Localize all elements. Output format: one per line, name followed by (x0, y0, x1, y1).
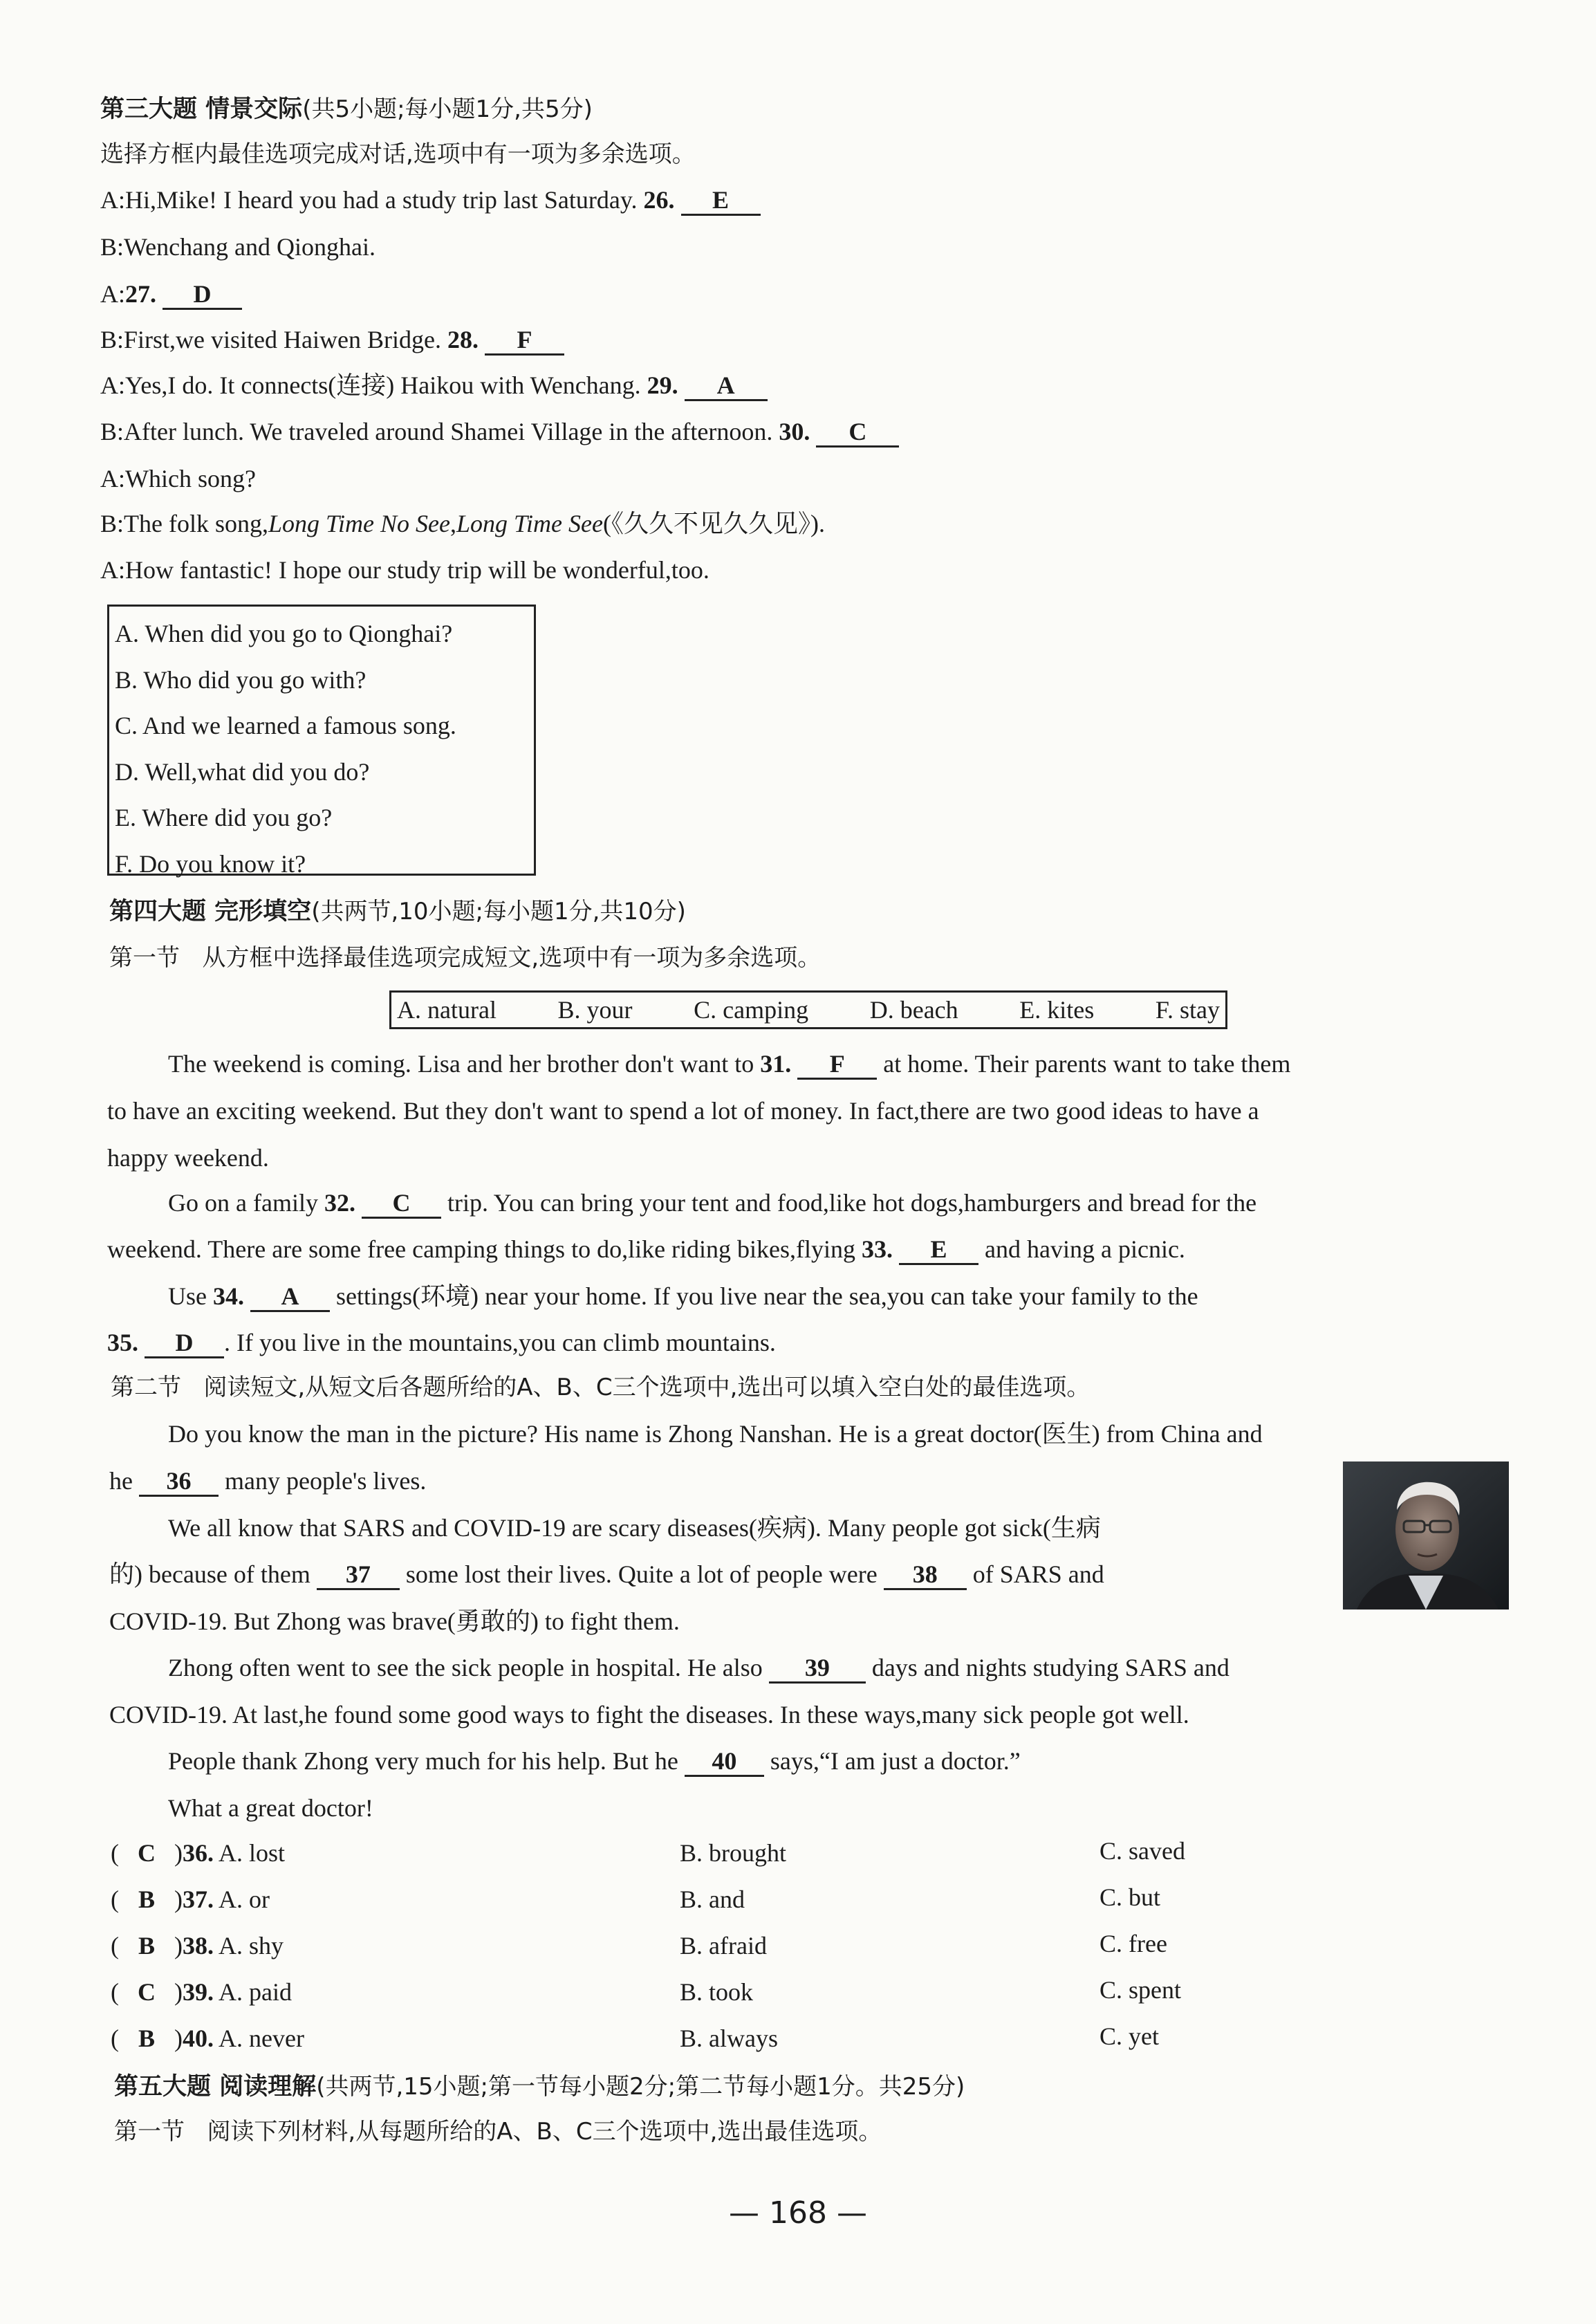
dialogue-line-2: B:Wenchang and Qionghai. (100, 233, 376, 261)
section4-title: 第四大题 完形填空 (109, 898, 312, 925)
word-option-b: B. your (557, 996, 633, 1024)
section4-part1 (109, 941, 821, 976)
passage-text: trip. You can bring your tent and food,like hot dogs,hamburgers and bread for the (447, 1189, 1257, 1217)
dialogue-line-5 (100, 369, 768, 403)
option-f: F. Do you know it? (115, 849, 306, 878)
choice-a: A. or (219, 1885, 270, 1913)
passage2-line-6 (168, 1651, 1230, 1686)
choice-c-37: C. but (1099, 1883, 1161, 1911)
passage-text: at home. Their parents want to take them (883, 1050, 1291, 1078)
answer-blank: C (816, 418, 899, 448)
question-number: 36. (183, 1839, 214, 1867)
option-e: E. Where did you go? (115, 804, 333, 831)
dialogue-line-4 (100, 323, 564, 358)
passage2-line-8 (168, 1744, 1021, 1779)
question-answer: B (138, 1885, 155, 1913)
dialogue-line-3 (100, 277, 242, 312)
dialogue-line-8 (100, 507, 825, 542)
passage-text: People thank Zhong very much for his help. But he (168, 1747, 678, 1775)
choice-c-39: C. spent (1099, 1976, 1182, 2004)
question-number: 39. (183, 1978, 214, 2006)
section5-heading (114, 2069, 965, 2104)
passage-text: 的) because of them (109, 1560, 310, 1588)
passage-text: Use (168, 1282, 207, 1310)
section5-part1 (114, 2115, 882, 2150)
song-title: Long Time No See (268, 510, 450, 537)
question-number: 30. (779, 418, 810, 445)
part2-instruction: 阅读短文,从短文后各题所给的A、B、C三个选项中,选出可以填入空白处的最佳选项。 (203, 1374, 1091, 1401)
question-number: 29. (647, 371, 678, 399)
section3-instruction: 选择方框内最佳选项完成对话,选项中有一项为多余选项。 (100, 140, 696, 168)
passage2-line-5: COVID-19. But Zhong was brave(勇敢的) to fight them. (109, 1607, 680, 1635)
passage-text: days and nights studying SARS and (871, 1654, 1230, 1681)
passage-text: some lost their lives. Quite a lot of people were (405, 1560, 878, 1588)
question-answer: B (138, 1932, 155, 1959)
choice-b-36: B. brought (680, 1839, 787, 1867)
passage-text: says,“I am just a doctor.” (770, 1747, 1021, 1775)
passage-text: many people's lives. (224, 1467, 427, 1495)
passage1-line-1 (168, 1047, 1290, 1082)
dialogue-line-1 (100, 183, 761, 218)
answer-blank: 40 (685, 1747, 764, 1777)
portrait-photo (1343, 1461, 1509, 1610)
question-answer: C (138, 1978, 156, 2006)
choice-c-40: C. yet (1099, 2022, 1159, 2050)
dialogue-text: B:After lunch. We traveled around Shamei Village in the afternoon. (100, 418, 773, 445)
part1-title: 第一节 (109, 944, 180, 972)
answer-blank: 38 (884, 1560, 967, 1590)
question-answer: B (138, 2025, 155, 2052)
dialogue-line-9: A:How fantastic! I hope our study trip will be wonderful,too. (100, 556, 709, 584)
passage2-line-9: What a great doctor! (168, 1794, 373, 1822)
passage1-line-7 (107, 1326, 776, 1361)
question-row-36: ( C )36. A. lost (111, 1836, 285, 1871)
word-option-d: D. beach (869, 996, 958, 1024)
passage1-line-4 (168, 1186, 1256, 1221)
passage-text: Zhong often went to see the sick people in hospital. He also (168, 1654, 763, 1681)
word-option-e: E. kites (1019, 996, 1095, 1024)
question-row-37: ( B )37. A. or (111, 1883, 270, 1917)
passage2-line-3: We all know that SARS and COVID-19 are scary diseases(疾病). Many people got sick(生病 (168, 1514, 1101, 1542)
passage-text: settings(环境) near your home. If you live near the sea,you can take your family to the (336, 1282, 1198, 1310)
choice-b-38: B. afraid (680, 1932, 767, 1959)
section5-title: 第五大题 阅读理解 (114, 2073, 317, 2101)
comma: , (450, 510, 456, 537)
answer-blank: 39 (769, 1654, 866, 1684)
answer-blank: 36 (139, 1467, 219, 1497)
question-number: 35. (107, 1329, 138, 1356)
answer-blank: C (362, 1189, 441, 1219)
dialogue-text: A:Yes,I do. It connects(连接) Haikou with Wenchang. (100, 371, 641, 399)
passage1-line-3: happy weekend. (107, 1144, 269, 1172)
question-number: 38. (183, 1932, 214, 1959)
question-number: 34. (213, 1282, 244, 1310)
dialogue-text: A: (100, 280, 125, 308)
question-answer: C (138, 1839, 156, 1867)
question-row-40: ( B )40. A. never (111, 2022, 304, 2056)
word-box (389, 990, 1227, 1029)
word-option-f: F. stay (1155, 996, 1220, 1024)
passage1-line-2: to have an exciting weekend. But they don't want to spend a lot of money. In fact,there are two good ideas to have a (107, 1097, 1259, 1125)
word-option-c: C. camping (694, 996, 809, 1024)
question-row-38: ( B )38. A. shy (111, 1929, 284, 1964)
choice-c-36: C. saved (1099, 1837, 1185, 1865)
question-number: 28. (447, 326, 479, 353)
section5-meta: (共两节,15小题;第一节每小题2分;第二节每小题1分。共25分) (316, 2073, 965, 2101)
answer-blank: E (899, 1235, 978, 1265)
answer-blank: A (685, 371, 768, 401)
passage2-line-2 (109, 1464, 426, 1499)
answer-blank: E (681, 186, 761, 216)
answer-blank: F (485, 326, 564, 356)
section4-heading (109, 894, 686, 929)
option-b: B. Who did you go with? (115, 665, 366, 694)
passage-text: weekend. There are some free camping things to do,like riding bikes,flying (107, 1235, 856, 1263)
section3-heading (100, 92, 593, 127)
answer-blank: F (797, 1050, 877, 1080)
question-number: 26. (643, 186, 675, 214)
question-number: 33. (862, 1235, 893, 1263)
word-option-a: A. natural (397, 996, 497, 1024)
option-d: D. Well,what did you do? (115, 757, 370, 786)
choice-b-40: B. always (680, 2025, 778, 2052)
dialogue-text: (《久久不见久久见》). (603, 510, 825, 537)
dialogue-text: B:The folk song, (100, 510, 268, 537)
passage2-line-7: COVID-19. At last,he found some good ways to fight the diseases. In these ways,many sick people got well. (109, 1701, 1189, 1728)
choice-a: A. paid (219, 1978, 292, 2006)
question-number: 37. (183, 1885, 214, 1913)
options-box (107, 605, 536, 876)
dialogue-line-6 (100, 415, 899, 450)
passage2-line-1: Do you know the man in the picture? His name is Zhong Nanshan. He is a great doctor(医生) from China and (168, 1420, 1263, 1448)
choice-b-37: B. and (680, 1885, 745, 1913)
dialogue-text: A:Hi,Mike! I heard you had a study trip last Saturday. (100, 186, 638, 214)
part1-instruction: 从方框中选择最佳选项完成短文,选项中有一项为多余选项。 (202, 944, 822, 972)
passage1-line-6 (168, 1280, 1198, 1314)
choice-c-38: C. free (1099, 1930, 1167, 1957)
part2-title: 第二节 (111, 1374, 181, 1401)
section5-part1-instruction: 阅读下列材料,从每题所给的A、B、C三个选项中,选出最佳选项。 (207, 2118, 882, 2146)
choice-a: A. lost (219, 1839, 286, 1867)
passage-text: and having a picnic. (985, 1235, 1185, 1263)
question-number: 40. (183, 2025, 214, 2052)
answer-blank: D (145, 1329, 224, 1358)
portrait-image (1343, 1461, 1509, 1610)
passage-text: The weekend is coming. Lisa and her brother don't want to (168, 1050, 754, 1078)
option-c: C. And we learned a famous song. (115, 712, 456, 739)
question-row-39: ( C )39. A. paid (111, 1975, 292, 2010)
section3-title: 第三大题 情景交际 (100, 95, 303, 123)
section5-part1-title: 第一节 (114, 2118, 185, 2146)
section4-meta: (共两节,10小题;每小题1分,共10分) (311, 898, 686, 925)
question-number: 27. (125, 280, 156, 308)
answer-blank: 37 (317, 1560, 400, 1590)
passage2-line-4 (109, 1558, 1104, 1592)
choice-a: A. shy (219, 1932, 284, 1959)
dialogue-line-7: A:Which song? (100, 465, 256, 492)
passage-text: . If you live in the mountains,you can climb mountains. (224, 1329, 776, 1356)
choice-b-39: B. took (680, 1978, 754, 2006)
question-number: 32. (324, 1189, 355, 1217)
answer-blank: D (163, 280, 242, 310)
question-number: 31. (760, 1050, 792, 1078)
section3-meta: (共5小题;每小题1分,共5分) (302, 95, 593, 123)
answer-blank: A (250, 1282, 330, 1312)
passage1-line-5 (107, 1233, 1185, 1267)
passage-text: Go on a family (168, 1189, 318, 1217)
dialogue-text: B:First,we visited Haiwen Bridge. (100, 326, 441, 353)
song-title: Long Time See (456, 510, 603, 537)
passage-text: of SARS and (972, 1560, 1104, 1588)
option-a: A. When did you go to Qionghai? (115, 620, 453, 647)
section4-part2 (111, 1371, 1090, 1405)
passage-text: he (109, 1467, 133, 1495)
choice-a: A. never (219, 2025, 304, 2052)
page-number: — 168 — (729, 2195, 867, 2231)
